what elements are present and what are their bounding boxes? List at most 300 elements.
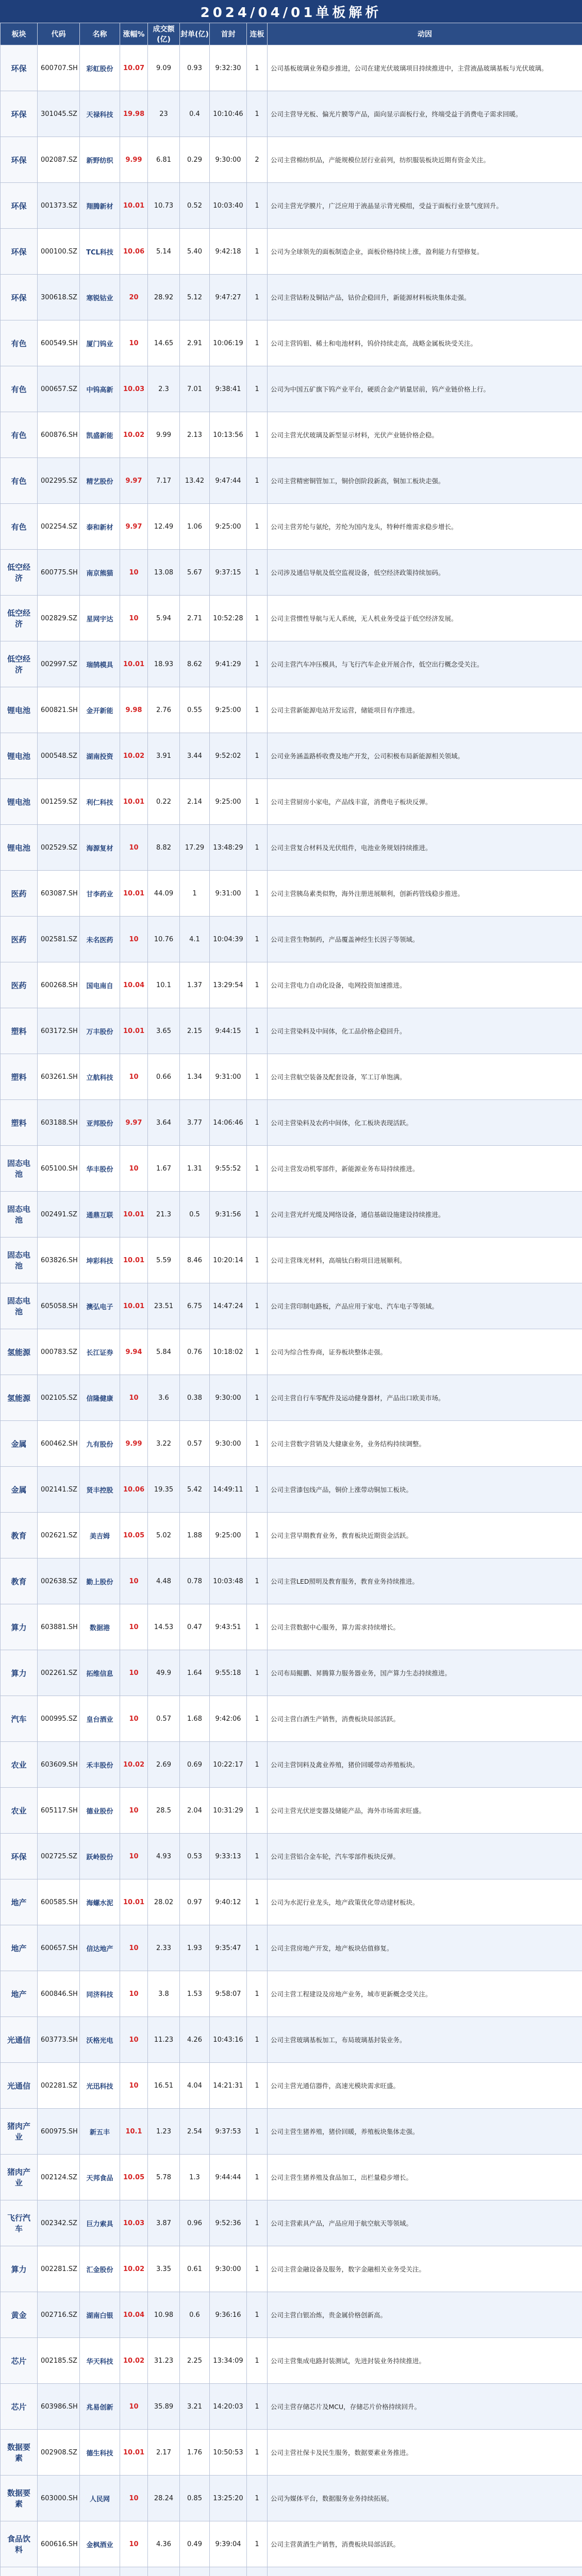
row-change-pct: 10 xyxy=(120,320,148,366)
row-amount: 2.69 xyxy=(148,1742,180,1788)
row-seal: 0.61 xyxy=(180,2246,210,2292)
row-name: 勤上股份 xyxy=(80,1558,120,1604)
row-first-seal-time: 9:30:00 xyxy=(210,137,247,183)
row-seal: 3.77 xyxy=(180,1100,210,1146)
row-reason: 公司主营复合材料及光伏组件，电池业务规划持续推进。 xyxy=(268,825,582,871)
row-sector: 算力 xyxy=(1,1604,38,1650)
row-reason: 公司主营汽车冲压模具，与飞行汽车企业开展合作，低空出行概念受关注。 xyxy=(268,641,582,687)
row-change-pct: 10 xyxy=(120,1650,148,1696)
row-reason: 公司主营数字营销及大健康业务，业务结构持续调整。 xyxy=(268,1421,582,1467)
row-first-seal-time: 9:41:29 xyxy=(210,641,247,687)
row-code: 600707.SH xyxy=(38,45,80,91)
row-board-count: 1 xyxy=(247,2246,268,2292)
row-reason: 公司主营新能源电站开发运营，储能项目有序推进。 xyxy=(268,687,582,733)
row-sector: 教育 xyxy=(1,1513,38,1558)
col-header: 成交额(亿) xyxy=(148,23,180,45)
row-code: 603000.SH xyxy=(38,2476,80,2521)
row-amount: 2.76 xyxy=(148,687,180,733)
row-amount: 28.24 xyxy=(148,2476,180,2521)
row-name: 汇金股份 xyxy=(80,2246,120,2292)
table-row xyxy=(1,137,582,183)
row-board-count: 1 xyxy=(247,2430,268,2476)
row-amount: 28.5 xyxy=(148,1788,180,1834)
row-reason: 公司基板玻璃业务稳步推进，公司在建光伏玻璃项目持续推进中，主营液晶玻璃基板与光伏玻璃。 xyxy=(268,45,582,91)
row-first-seal-time: 9:44:44 xyxy=(210,2155,247,2200)
row-seal: 2.04 xyxy=(180,1788,210,1834)
row-sector: 地产 xyxy=(1,1879,38,1925)
row-seal: 0.6 xyxy=(180,2292,210,2338)
row-code: 600975.SH xyxy=(38,2109,80,2155)
row-seal: 1.68 xyxy=(180,1696,210,1742)
row-change-pct: 10 xyxy=(120,2521,148,2567)
row-change-pct: 10.03 xyxy=(120,2200,148,2246)
row-name: 彩虹股份 xyxy=(80,45,120,91)
row-sector: 低空经济 xyxy=(1,596,38,641)
row-name: 泰和新材 xyxy=(80,504,120,550)
row-board-count: 1 xyxy=(247,2155,268,2200)
row-reason: 公司主营房地产开发，地产板块估值修复。 xyxy=(268,1925,582,1971)
table-row xyxy=(1,458,582,504)
row-first-seal-time: 9:25:00 xyxy=(210,1513,247,1558)
row-sector: 算力 xyxy=(1,2246,38,2292)
row-amount: 5.84 xyxy=(148,1329,180,1375)
row-change-pct: 10 xyxy=(120,596,148,641)
table-row xyxy=(1,2292,582,2338)
row-sector: 金属 xyxy=(1,1421,38,1467)
row-amount: 1.67 xyxy=(148,1146,180,1192)
row-first-seal-time: 9:55:52 xyxy=(210,1146,247,1192)
row-sector: 塑料 xyxy=(1,1054,38,1100)
table-row xyxy=(1,1696,582,1742)
row-reason: 公司主营惯性导航与无人系统，无人机业务受益于低空经济发展。 xyxy=(268,596,582,641)
row-reason: 公司主营光学膜片，广泛应用于液晶显示背光模组，受益于面板行业景气度回升。 xyxy=(268,183,582,229)
row-amount: 28.92 xyxy=(148,275,180,320)
row-reason: 公司主营金融设备及服务，数字金融相关业务受关注。 xyxy=(268,2246,582,2292)
row-sector: 固态电池 xyxy=(1,1192,38,1238)
row-code: 603826.SH xyxy=(38,1238,80,1283)
row-amount: 0.22 xyxy=(148,779,180,825)
row-board-count: 1 xyxy=(247,275,268,320)
table-row xyxy=(1,2155,582,2200)
row-amount: 23.51 xyxy=(148,1283,180,1329)
row-board-count: 1 xyxy=(247,320,268,366)
row-board-count: 1 xyxy=(247,1008,268,1054)
row-sector: 环保 xyxy=(1,229,38,275)
row-name: 星网宇达 xyxy=(80,596,120,641)
row-code: 603773.SH xyxy=(38,2017,80,2063)
row-amount: 3.35 xyxy=(148,2246,180,2292)
row-change-pct: 20 xyxy=(120,275,148,320)
table-row xyxy=(1,1742,582,1788)
row-seal: 13.42 xyxy=(180,458,210,504)
row-first-seal-time: 9:36:16 xyxy=(210,2292,247,2338)
row-name: 凯盛新能 xyxy=(80,412,120,458)
row-sector: 算力 xyxy=(1,1650,38,1696)
row-seal: 1.93 xyxy=(180,1925,210,1971)
row-change-pct: 10.01 xyxy=(120,1008,148,1054)
row-code: 300618.SZ xyxy=(38,275,80,320)
row-code: 002491.SZ xyxy=(38,1192,80,1238)
row-first-seal-time: 9:33:13 xyxy=(210,1834,247,1879)
row-amount: 10.73 xyxy=(148,183,180,229)
row-sector: 环保 xyxy=(1,183,38,229)
row-seal: 5.12 xyxy=(180,275,210,320)
row-board-count: 1 xyxy=(247,458,268,504)
row-change-pct: 10.07 xyxy=(120,45,148,91)
table-row xyxy=(1,2063,582,2109)
row-sector: 猪肉产业 xyxy=(1,2109,38,2155)
row-change-pct: 10 xyxy=(120,825,148,871)
row-board-count: 1 xyxy=(247,45,268,91)
row-amount: 5.59 xyxy=(148,1238,180,1283)
row-code: 001259.SZ xyxy=(38,779,80,825)
row-seal: 0.52 xyxy=(180,183,210,229)
row-seal: 2.91 xyxy=(180,320,210,366)
row-board-count: 1 xyxy=(247,825,268,871)
row-change-pct: 10 xyxy=(120,1696,148,1742)
row-change-pct: 10.01 xyxy=(120,2430,148,2476)
row-amount: 5.14 xyxy=(148,229,180,275)
row-change-pct: 9.99 xyxy=(120,137,148,183)
row-reason: 公司主营光通信器件，高速光模块需求旺盛。 xyxy=(268,2063,582,2109)
row-amount: 31.23 xyxy=(148,2338,180,2384)
row-change-pct: 10.01 xyxy=(120,1238,148,1283)
row-amount: 4.48 xyxy=(148,1558,180,1604)
row-board-count: 1 xyxy=(247,1513,268,1558)
table-row xyxy=(1,1834,582,1879)
row-name: 新野纺织 xyxy=(80,137,120,183)
row-name: 湖南白银 xyxy=(80,2292,120,2338)
row-amount: 9.09 xyxy=(148,45,180,91)
row-first-seal-time: 14:06:46 xyxy=(210,1100,247,1146)
row-sector: 固态电池 xyxy=(1,1283,38,1329)
row-amount: 2.3 xyxy=(148,366,180,412)
row-code: 600549.SH xyxy=(38,320,80,366)
row-change-pct: 10 xyxy=(120,1788,148,1834)
row-name: 同济科技 xyxy=(80,1971,120,2017)
row-code: 603172.SH xyxy=(38,1008,80,1054)
row-name: 精艺股份 xyxy=(80,458,120,504)
row-seal: 7.01 xyxy=(180,366,210,412)
row-amount: 4.93 xyxy=(148,1834,180,1879)
table-row xyxy=(1,2476,582,2521)
row-change-pct: 10 xyxy=(120,1054,148,1100)
row-name: 立航科技 xyxy=(80,1054,120,1100)
row-code: 600876.SH xyxy=(38,412,80,458)
row-board-count: 1 xyxy=(247,1879,268,1925)
row-reason: 公司主营社保卡及民生服务，数据要素业务推进。 xyxy=(268,2430,582,2476)
row-sector: 医药 xyxy=(1,871,38,917)
row-sector xyxy=(1,2567,38,2576)
row-code: 002621.SZ xyxy=(38,1513,80,1558)
table-row xyxy=(1,229,582,275)
row-amount: 0.66 xyxy=(148,1054,180,1100)
row-seal: 2.14 xyxy=(180,779,210,825)
row-name: 贤丰控股 xyxy=(80,1467,120,1513)
table-row xyxy=(1,2430,582,2476)
row-reason: 公司主营黄酒生产销售，消费板块局部活跃。 xyxy=(268,2521,582,2567)
row-sector: 黄金 xyxy=(1,2292,38,2338)
row-reason: 公司主营棉纺织品，产能规模位居行业前列，纺织服装板块近期有资金关注。 xyxy=(268,137,582,183)
row-amount: 10.1 xyxy=(148,962,180,1008)
row-seal: 0.38 xyxy=(180,1375,210,1421)
row-change-pct: 10 xyxy=(120,2384,148,2430)
row-code: 301045.SZ xyxy=(38,91,80,137)
row-sector: 光通信 xyxy=(1,2017,38,2063)
row-reason: 公司主营白酒生产销售，消费板块局部活跃。 xyxy=(268,1696,582,1742)
row-name: 厦门钨业 xyxy=(80,320,120,366)
row-change-pct: 10.04 xyxy=(120,962,148,1008)
row-sector: 飞行汽车 xyxy=(1,2200,38,2246)
row-reason: 公司主营工程建设及房地产业务，城市更新概念受关注。 xyxy=(268,1971,582,2017)
table-row xyxy=(1,1238,582,1283)
row-seal: 0.47 xyxy=(180,1604,210,1650)
row-name: 拓维信息 xyxy=(80,1650,120,1696)
row-amount: 3.22 xyxy=(148,1421,180,1467)
row-first-seal-time: 9:25:00 xyxy=(210,687,247,733)
row-first-seal-time: 14:49:11 xyxy=(210,1467,247,1513)
row-first-seal-time: 10:22:17 xyxy=(210,1742,247,1788)
table-row xyxy=(1,1879,582,1925)
row-seal: 0.93 xyxy=(180,45,210,91)
row-first-seal-time: 10:52:28 xyxy=(210,596,247,641)
row-reason: 公司主营导光板、偏光片膜等产品，面向显示面板行业，终端受益于消费电子需求回暖。 xyxy=(268,91,582,137)
row-sector: 地产 xyxy=(1,1925,38,1971)
row-first-seal-time: 9:52:02 xyxy=(210,733,247,779)
row-amount: 16.51 xyxy=(148,2063,180,2109)
row-board-count: 1 xyxy=(247,366,268,412)
row-board-count: 1 xyxy=(247,2521,268,2567)
row-reason: 公司主营钨钼、稀土和电池材料，钨价持续走高，战略金属板块受关注。 xyxy=(268,320,582,366)
limit-up-table xyxy=(0,23,582,2576)
row-code: 002281.SZ xyxy=(38,2246,80,2292)
table-row xyxy=(1,2521,582,2567)
row-sector: 有色 xyxy=(1,458,38,504)
row-name: 万丰股份 xyxy=(80,1008,120,1054)
row-amount: 3.65 xyxy=(148,1008,180,1054)
row-change-pct: 10.01 xyxy=(120,1283,148,1329)
row-reason: 公司主营白银冶炼，贵金属价格创新高。 xyxy=(268,2292,582,2338)
row-board-count: 1 xyxy=(247,1467,268,1513)
row-reason: 公司主营发动机零部件，新能源业务布局持续推进。 xyxy=(268,1146,582,1192)
row-change-pct: 10 xyxy=(120,1834,148,1879)
row-sector: 锂电池 xyxy=(1,687,38,733)
row-board-count: 1 xyxy=(247,1283,268,1329)
row-code: 002281.SZ xyxy=(38,2063,80,2109)
row-sector: 锂电池 xyxy=(1,733,38,779)
row-code: 603881.SH xyxy=(38,1604,80,1650)
row-change-pct: 10.06 xyxy=(120,229,148,275)
row-sector: 固态电池 xyxy=(1,1238,38,1283)
row-amount: 3.8 xyxy=(148,1971,180,2017)
row-seal: 8.62 xyxy=(180,641,210,687)
row-board-count: 1 xyxy=(247,1742,268,1788)
row-sector: 氢能源 xyxy=(1,1329,38,1375)
row-reason: 公司主营集成电路封装测试，先进封装业务持续推进。 xyxy=(268,2338,582,2384)
row-name: 天禄科技 xyxy=(80,91,120,137)
table-row xyxy=(1,1513,582,1558)
row-board-count: 1 xyxy=(247,1192,268,1238)
table-row xyxy=(1,641,582,687)
row-name: 湖南投资 xyxy=(80,733,120,779)
row-code: 600846.SH xyxy=(38,1971,80,2017)
row-reason: 公司为综合性券商，证券板块整体走强。 xyxy=(268,1329,582,1375)
row-code: 600821.SH xyxy=(38,687,80,733)
row-amount: 11.23 xyxy=(148,2017,180,2063)
row-seal: 0.57 xyxy=(180,1421,210,1467)
row-change-pct: 9.99 xyxy=(120,1421,148,1467)
row-board-count: 2 xyxy=(247,137,268,183)
row-name: 中钨高新 xyxy=(80,366,120,412)
row-change-pct: 10 xyxy=(120,2476,148,2521)
row-amount: 3.6 xyxy=(148,1375,180,1421)
row-board-count: 1 xyxy=(247,2063,268,2109)
row-reason: 公司主营LED照明及教育服务，教育业务持续推进。 xyxy=(268,1558,582,1604)
row-seal: 3.21 xyxy=(180,2384,210,2430)
row-board-count xyxy=(247,2567,268,2576)
row-first-seal-time: 10:10:46 xyxy=(210,91,247,137)
row-reason xyxy=(268,2567,582,2576)
row-amount: 21.3 xyxy=(148,1192,180,1238)
row-change-pct xyxy=(120,2567,148,2576)
row-code: 002725.SZ xyxy=(38,1834,80,1879)
row-first-seal-time: 10:03:48 xyxy=(210,1558,247,1604)
row-board-count: 1 xyxy=(247,2109,268,2155)
row-first-seal-time: 9:42:18 xyxy=(210,229,247,275)
row-sector: 猪肉产业 xyxy=(1,2155,38,2200)
row-change-pct: 9.97 xyxy=(120,1100,148,1146)
row-name: 美吉姆 xyxy=(80,1513,120,1558)
row-seal: 4.26 xyxy=(180,2017,210,2063)
row-seal: 0.69 xyxy=(180,1742,210,1788)
row-name: TCL科技 xyxy=(80,229,120,275)
row-name: 翔腾新材 xyxy=(80,183,120,229)
row-sector: 环保 xyxy=(1,275,38,320)
row-first-seal-time: 10:03:40 xyxy=(210,183,247,229)
row-seal: 0.85 xyxy=(180,2476,210,2521)
row-code: 002829.SZ xyxy=(38,596,80,641)
row-seal: 0.78 xyxy=(180,1558,210,1604)
row-reason: 公司主营光伏玻璃及新型显示材料，光伏产业链价格企稳。 xyxy=(268,412,582,458)
table-row xyxy=(1,504,582,550)
row-first-seal-time: 9:32:30 xyxy=(210,45,247,91)
row-amount: 28.02 xyxy=(148,1879,180,1925)
row-seal: 2.15 xyxy=(180,1008,210,1054)
row-board-count: 1 xyxy=(247,1788,268,1834)
row-amount: 12.49 xyxy=(148,504,180,550)
row-seal: 0.5 xyxy=(180,1192,210,1238)
table-row xyxy=(1,91,582,137)
table-row xyxy=(1,779,582,825)
col-header: 动因 xyxy=(268,23,582,45)
table-row xyxy=(1,320,582,366)
row-reason: 公司为中国五矿旗下钨产业平台，硬质合金产销量居前，钨产业链价格上行。 xyxy=(268,366,582,412)
row-reason: 公司主营钴粉及铜钴产品，钴价企稳回升，新能源材料板块集体走强。 xyxy=(268,275,582,320)
row-amount xyxy=(148,2567,180,2576)
row-board-count: 1 xyxy=(247,1971,268,2017)
col-header: 名称 xyxy=(80,23,120,45)
row-sector: 锂电池 xyxy=(1,825,38,871)
row-seal: 1.31 xyxy=(180,1146,210,1192)
row-name: 长江证券 xyxy=(80,1329,120,1375)
row-change-pct: 10.01 xyxy=(120,641,148,687)
table-row xyxy=(1,1604,582,1650)
row-name: 光迅科技 xyxy=(80,2063,120,2109)
row-sector: 农业 xyxy=(1,1742,38,1788)
table-row xyxy=(1,2200,582,2246)
row-change-pct: 10.01 xyxy=(120,779,148,825)
row-change-pct: 10 xyxy=(120,1971,148,2017)
row-name: 甘李药业 xyxy=(80,871,120,917)
row-sector: 环保 xyxy=(1,1834,38,1879)
row-first-seal-time: 9:25:00 xyxy=(210,504,247,550)
table-row xyxy=(1,1650,582,1696)
row-code: 603261.SH xyxy=(38,1054,80,1100)
row-amount: 19.35 xyxy=(148,1467,180,1513)
row-amount: 6.81 xyxy=(148,137,180,183)
table-row xyxy=(1,2567,582,2576)
row-reason: 公司主营生猪养殖及食品加工，出栏量稳步增长。 xyxy=(268,2155,582,2200)
row-code: 600585.SH xyxy=(38,1879,80,1925)
table-row xyxy=(1,871,582,917)
row-board-count: 1 xyxy=(247,733,268,779)
row-first-seal-time: 9:40:12 xyxy=(210,1879,247,1925)
row-name: 巨力索具 xyxy=(80,2200,120,2246)
row-change-pct: 10.05 xyxy=(120,1513,148,1558)
row-sector: 低空经济 xyxy=(1,641,38,687)
row-name: 华天科技 xyxy=(80,2338,120,2384)
row-seal: 17.29 xyxy=(180,825,210,871)
row-seal: 0.76 xyxy=(180,1329,210,1375)
table-row xyxy=(1,183,582,229)
row-seal: 1.06 xyxy=(180,504,210,550)
row-first-seal-time: 10:43:16 xyxy=(210,2017,247,2063)
row-name: 海源复材 xyxy=(80,825,120,871)
row-change-pct: 10 xyxy=(120,1558,148,1604)
row-name: 信隆健康 xyxy=(80,1375,120,1421)
row-amount: 0.57 xyxy=(148,1696,180,1742)
row-seal: 0.4 xyxy=(180,91,210,137)
row-sector: 有色 xyxy=(1,366,38,412)
row-sector: 医药 xyxy=(1,962,38,1008)
table-row xyxy=(1,2338,582,2384)
row-reason: 公司主营光纤光缆及网络设备，通信基础设施建设持续推进。 xyxy=(268,1192,582,1238)
row-board-count: 1 xyxy=(247,550,268,596)
row-board-count: 1 xyxy=(247,596,268,641)
row-name: 利仁科技 xyxy=(80,779,120,825)
table-row xyxy=(1,1100,582,1146)
row-first-seal-time: 13:34:09 xyxy=(210,2338,247,2384)
row-board-count: 1 xyxy=(247,2200,268,2246)
col-header: 涨幅% xyxy=(120,23,148,45)
row-board-count: 1 xyxy=(247,504,268,550)
row-first-seal-time: 9:37:15 xyxy=(210,550,247,596)
row-reason: 公司主营航空装备及配套设备，军工订单饱满。 xyxy=(268,1054,582,1100)
row-reason: 公司主营精密铜管加工，铜价创阶段新高，铜加工板块走强。 xyxy=(268,458,582,504)
row-first-seal-time: 9:43:51 xyxy=(210,1604,247,1650)
row-seal: 2.13 xyxy=(180,412,210,458)
table-row xyxy=(1,1329,582,1375)
row-sector: 塑料 xyxy=(1,1100,38,1146)
row-first-seal-time: 9:31:56 xyxy=(210,1192,247,1238)
row-change-pct: 10 xyxy=(120,550,148,596)
row-code: 600616.SH xyxy=(38,2521,80,2567)
table-row xyxy=(1,550,582,596)
row-seal: 5.67 xyxy=(180,550,210,596)
row-board-count: 1 xyxy=(247,2384,268,2430)
row-reason: 公司主营生物制药，产品覆盖神经生长因子等领域。 xyxy=(268,917,582,962)
row-seal: 2.71 xyxy=(180,596,210,641)
